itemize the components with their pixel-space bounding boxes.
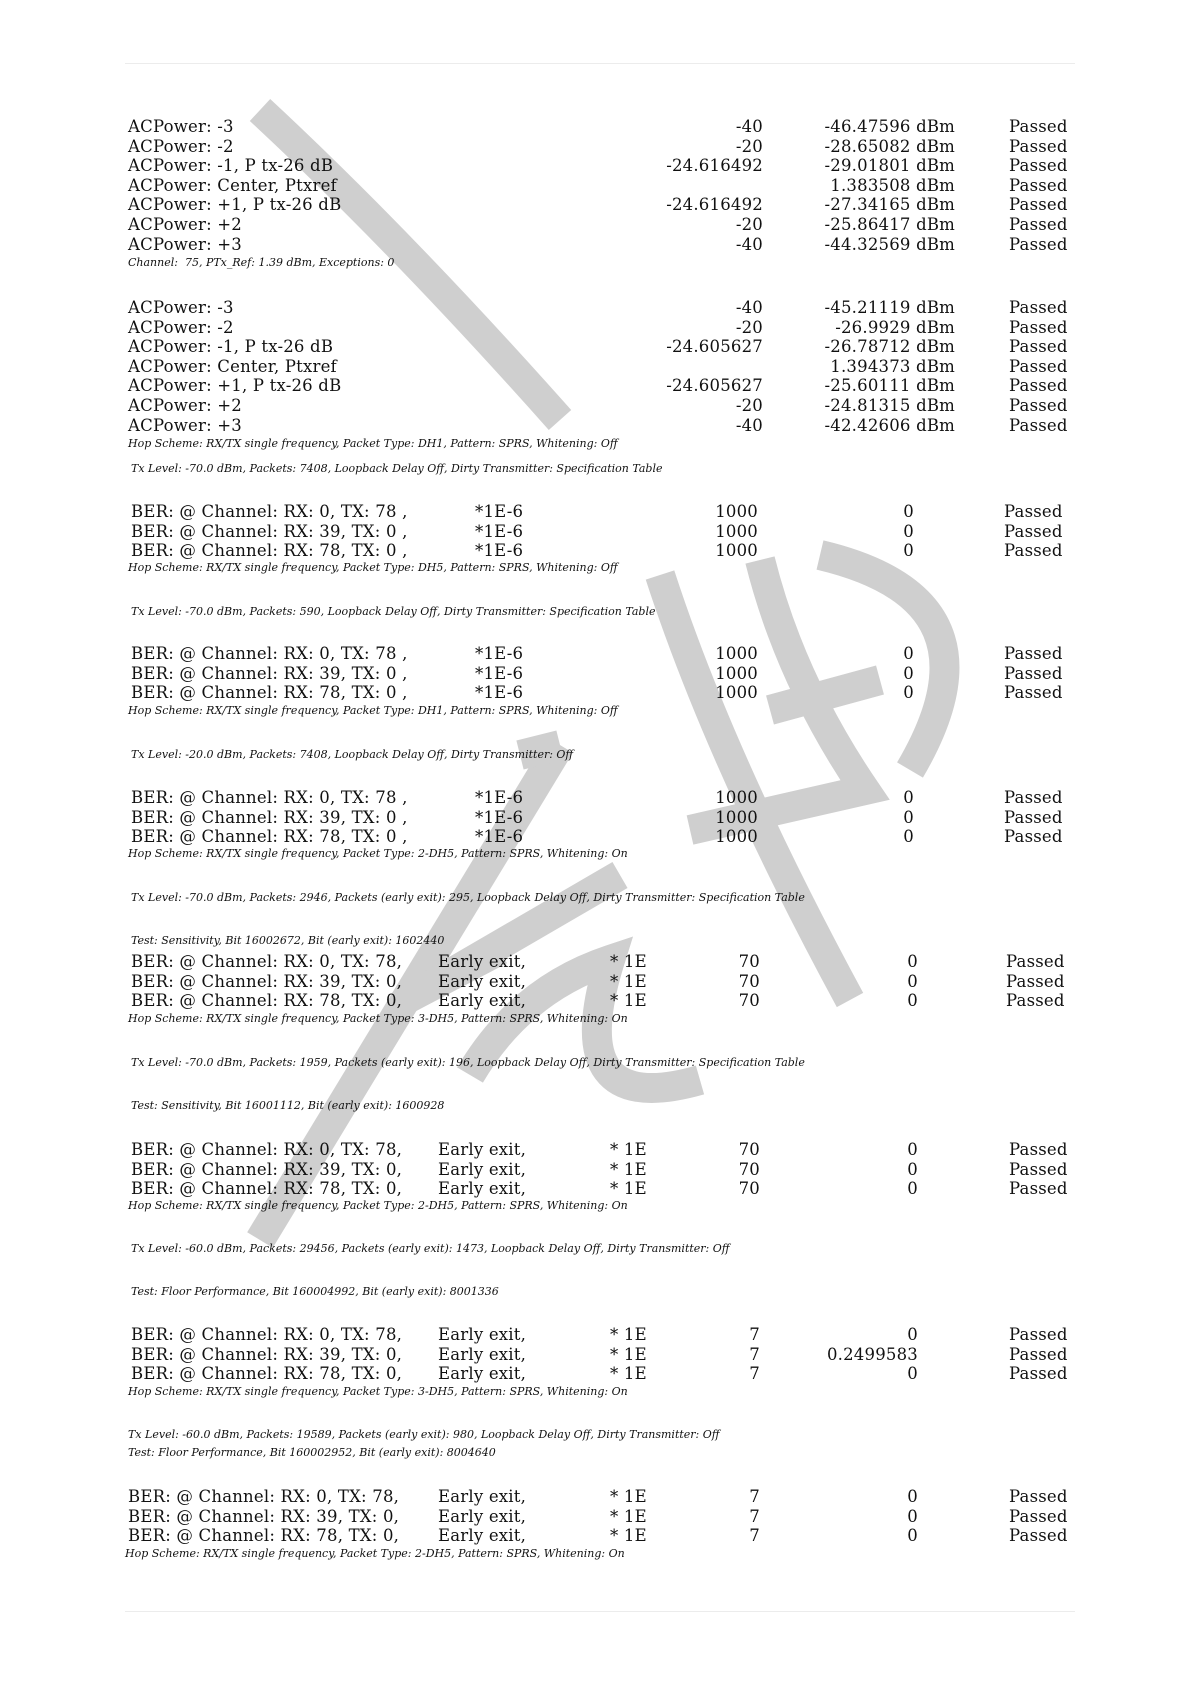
- acp-value: -27.34165 dBm: [824, 195, 955, 215]
- ber-value: 0: [907, 1179, 918, 1199]
- ber-early-exit: Early exit,: [438, 1487, 527, 1506]
- acp-value: -26.78712 dBm: [824, 337, 955, 357]
- ber-label: BER: @ Channel: RX: 0, TX: 78,: [131, 952, 403, 971]
- ber-multiplier: *1E-6: [475, 683, 524, 703]
- ber-status: Passed: [1006, 991, 1065, 1011]
- test-note: Test: Sensitivity, Bit 16002672, Bit (early exit): 1602440: [131, 934, 445, 947]
- ber-multiplier: * 1E: [610, 952, 647, 971]
- acp-status: Passed: [1009, 136, 1068, 156]
- test-note: Test: Floor Performance, Bit 160004992, Bit (early exit): 8001336: [131, 1285, 499, 1298]
- ber-row: [0, 808, 1191, 828]
- tx-level-note: Tx Level: -70.0 dBm, Packets: 2946, Packets (early exit): 295, Loopback Delay Off, Dirty Transmitter: Specification Table: [131, 891, 805, 904]
- acp-status: Passed: [1009, 215, 1068, 234]
- acp-value: -24.81315 dBm: [824, 396, 955, 415]
- acp-label: ACPower: +2: [128, 215, 243, 234]
- ber-status: Passed: [1009, 1325, 1068, 1344]
- ber-limit: 70: [738, 971, 760, 991]
- acp-label: ACPower: Center, Ptxref: [128, 356, 337, 376]
- acp-label: ACPower: +2: [128, 396, 243, 415]
- acp-limit: -40: [735, 415, 763, 435]
- ber-early-exit: Early exit,: [438, 1325, 527, 1344]
- ber-label: BER: @ Channel: RX: 39, TX: 0 ,: [131, 807, 408, 827]
- hop-scheme-note: Hop Scheme: RX/TX single frequency, Packet Type: 2-DH5, Pattern: SPRS, Whitening: On: [128, 847, 628, 860]
- ber-row: [0, 952, 1191, 972]
- ber-value: 0: [903, 788, 914, 807]
- ber-row: [0, 1507, 1191, 1527]
- ber-status: Passed: [1004, 807, 1063, 827]
- tx-level-note: Tx Level: -60.0 dBm, Packets: 29456, Packets (early exit): 1473, Loopback Delay Off, Dirty Transmitter: Off: [131, 1242, 730, 1255]
- ber-multiplier: *1E-6: [475, 502, 524, 521]
- ber-label: BER: @ Channel: RX: 39, TX: 0,: [131, 1159, 403, 1179]
- ber-value: 0.2499583: [826, 1344, 918, 1364]
- acp-status: Passed: [1009, 376, 1068, 396]
- ber-row: [0, 683, 1191, 703]
- ber-value: 0: [907, 1506, 918, 1526]
- acp-row: [0, 215, 1191, 235]
- acp-value: -25.86417 dBm: [824, 215, 955, 234]
- acp-limit: -20: [735, 396, 763, 415]
- ber-status: Passed: [1004, 521, 1063, 541]
- acp-label: ACPower: -2: [128, 317, 234, 337]
- acp-value: -29.01801 dBm: [824, 156, 955, 176]
- ber-status: Passed: [1006, 952, 1065, 971]
- ber-value: 0: [907, 1364, 918, 1384]
- acp-status: Passed: [1009, 298, 1068, 317]
- ber-multiplier: * 1E: [610, 1526, 647, 1546]
- acp-status: Passed: [1009, 156, 1068, 176]
- acp-limit: -20: [735, 136, 763, 156]
- ber-row: [0, 1179, 1191, 1199]
- acp-limit: -24.616492: [666, 156, 763, 176]
- tx-level-note: Tx Level: -70.0 dBm, Packets: 590, Loopback Delay Off, Dirty Transmitter: Specification Table: [131, 605, 656, 618]
- acp-limit: -20: [735, 317, 763, 337]
- ber-value: 0: [903, 663, 914, 683]
- acp-limit: -20: [735, 215, 763, 234]
- ber-status: Passed: [1009, 1344, 1068, 1364]
- ber-early-exit: Early exit,: [438, 991, 527, 1011]
- ber-label: BER: @ Channel: RX: 0, TX: 78 ,: [131, 502, 408, 521]
- acp-limit: -40: [735, 234, 763, 254]
- acp-label: ACPower: -1, P tx-26 dB: [128, 337, 334, 357]
- acp-value: 1.394373 dBm: [830, 356, 955, 376]
- ber-label: BER: @ Channel: RX: 0, TX: 78,: [131, 1325, 403, 1344]
- ber-limit: 7: [749, 1364, 760, 1384]
- ber-label: BER: @ Channel: RX: 78, TX: 0,: [128, 1526, 400, 1546]
- ber-early-exit: Early exit,: [438, 1506, 527, 1526]
- acp-row: [0, 235, 1191, 255]
- acp-row: [0, 357, 1191, 377]
- ber-multiplier: * 1E: [610, 991, 647, 1011]
- ber-label: BER: @ Channel: RX: 78, TX: 0 ,: [131, 827, 408, 847]
- ber-limit: 70: [738, 991, 760, 1011]
- ber-limit: 1000: [715, 683, 758, 703]
- ber-row: [0, 788, 1191, 808]
- ber-early-exit: Early exit,: [438, 971, 527, 991]
- acp-row: [0, 298, 1191, 318]
- ber-limit: 70: [738, 1140, 760, 1159]
- ber-label: BER: @ Channel: RX: 78, TX: 0,: [131, 991, 403, 1011]
- tx-level-note: Tx Level: -70.0 dBm, Packets: 7408, Loopback Delay Off, Dirty Transmitter: Specification Table: [131, 462, 663, 475]
- ber-early-exit: Early exit,: [438, 1179, 527, 1199]
- ber-row: [0, 1160, 1191, 1180]
- ber-value: 0: [907, 952, 918, 971]
- acp-value: -28.65082 dBm: [824, 136, 955, 156]
- ber-row: [0, 1364, 1191, 1384]
- ber-limit: 7: [749, 1487, 760, 1506]
- ber-multiplier: * 1E: [610, 1325, 647, 1344]
- ber-early-exit: Early exit,: [438, 1344, 527, 1364]
- acp-label: ACPower: -3: [128, 298, 234, 317]
- acp-value: 1.383508 dBm: [830, 175, 955, 195]
- ber-row: [0, 1345, 1191, 1365]
- ber-status: Passed: [1009, 1526, 1068, 1546]
- ber-status: Passed: [1009, 1179, 1068, 1199]
- acp-row: [0, 376, 1191, 396]
- ber-value: 0: [903, 644, 914, 663]
- ber-limit: 7: [749, 1325, 760, 1344]
- acp-status: Passed: [1009, 337, 1068, 357]
- acp-status: Passed: [1009, 175, 1068, 195]
- tx-level-note: Tx Level: -60.0 dBm, Packets: 19589, Packets (early exit): 980, Loopback Delay Off, Dirty Transmitter: Off: [128, 1428, 720, 1441]
- ber-status: Passed: [1004, 644, 1063, 663]
- section-note: Channel: 75, PTx_Ref: 1.39 dBm, Exceptions: 0: [128, 256, 395, 269]
- ber-early-exit: Early exit,: [438, 1526, 527, 1546]
- ber-row: [0, 664, 1191, 684]
- acp-limit: -24.605627: [666, 337, 763, 357]
- acp-row: [0, 117, 1191, 137]
- ber-label: BER: @ Channel: RX: 78, TX: 0,: [131, 1364, 403, 1384]
- ber-label: BER: @ Channel: RX: 39, TX: 0 ,: [131, 521, 408, 541]
- ber-value: 0: [903, 827, 914, 847]
- ber-limit: 1000: [715, 502, 758, 521]
- acp-status: Passed: [1009, 415, 1068, 435]
- ber-label: BER: @ Channel: RX: 78, TX: 0,: [131, 1179, 403, 1199]
- ber-multiplier: *1E-6: [475, 644, 524, 663]
- ber-value: 0: [903, 502, 914, 521]
- ber-row: [0, 502, 1191, 522]
- ber-status: Passed: [1004, 827, 1063, 847]
- ber-multiplier: *1E-6: [475, 788, 524, 807]
- section-note: Hop Scheme: RX/TX single frequency, Packet Type: DH1, Pattern: SPRS, Whitening: Off: [128, 437, 618, 450]
- ber-row: [0, 541, 1191, 561]
- ber-limit: 1000: [715, 788, 758, 807]
- hop-scheme-note: Hop Scheme: RX/TX single frequency, Packet Type: 2-DH5, Pattern: SPRS, Whitening: On: [128, 1199, 628, 1212]
- ber-multiplier: * 1E: [610, 1179, 647, 1199]
- ber-limit: 7: [749, 1526, 760, 1546]
- ber-status: Passed: [1004, 541, 1063, 561]
- ber-value: 0: [907, 1487, 918, 1506]
- ber-early-exit: Early exit,: [438, 952, 527, 971]
- ber-multiplier: * 1E: [610, 1344, 647, 1364]
- ber-value: 0: [903, 521, 914, 541]
- ber-multiplier: *1E-6: [475, 541, 524, 561]
- ber-status: Passed: [1004, 502, 1063, 521]
- ber-label: BER: @ Channel: RX: 78, TX: 0 ,: [131, 683, 408, 703]
- acp-status: Passed: [1009, 356, 1068, 376]
- acp-row: [0, 416, 1191, 436]
- ber-value: 0: [903, 807, 914, 827]
- acp-label: ACPower: -1, P tx-26 dB: [128, 156, 334, 176]
- ber-status: Passed: [1009, 1364, 1068, 1384]
- acp-value: -46.47596 dBm: [824, 117, 955, 136]
- ber-value: 0: [903, 541, 914, 561]
- acp-label: ACPower: -2: [128, 136, 234, 156]
- ber-row: [0, 972, 1191, 992]
- acp-value: -44.32569 dBm: [824, 234, 955, 254]
- ber-status: Passed: [1004, 788, 1063, 807]
- acp-row: [0, 318, 1191, 338]
- ber-multiplier: * 1E: [610, 1140, 647, 1159]
- ber-limit: 1000: [715, 827, 758, 847]
- ber-value: 0: [907, 1159, 918, 1179]
- ber-label: BER: @ Channel: RX: 0, TX: 78 ,: [131, 644, 408, 663]
- ber-row: [0, 1487, 1191, 1507]
- ber-early-exit: Early exit,: [438, 1364, 527, 1384]
- acp-status: Passed: [1009, 317, 1068, 337]
- ber-row: [0, 1325, 1191, 1345]
- ber-limit: 1000: [715, 644, 758, 663]
- ber-status: Passed: [1004, 663, 1063, 683]
- ber-limit: 7: [749, 1344, 760, 1364]
- ber-label: BER: @ Channel: RX: 39, TX: 0 ,: [131, 663, 408, 683]
- ber-limit: 70: [738, 1159, 760, 1179]
- ber-multiplier: *1E-6: [475, 521, 524, 541]
- ber-row: [0, 644, 1191, 664]
- acp-label: ACPower: +1, P tx-26 dB: [128, 376, 342, 396]
- ber-multiplier: * 1E: [610, 1364, 647, 1384]
- ber-value: 0: [907, 1526, 918, 1546]
- ber-limit: 1000: [715, 521, 758, 541]
- test-note: Test: Floor Performance, Bit 160002952, Bit (early exit): 8004640: [128, 1446, 496, 1459]
- ber-multiplier: * 1E: [610, 971, 647, 991]
- ber-status: Passed: [1009, 1506, 1068, 1526]
- ber-row: [0, 1140, 1191, 1160]
- ber-early-exit: Early exit,: [438, 1140, 527, 1159]
- acp-row: [0, 176, 1191, 196]
- ber-row: [0, 522, 1191, 542]
- ber-limit: 7: [749, 1506, 760, 1526]
- acp-limit: -40: [735, 298, 763, 317]
- ber-multiplier: *1E-6: [475, 807, 524, 827]
- tx-level-note: Tx Level: -20.0 dBm, Packets: 7408, Loopback Delay Off, Dirty Transmitter: Off: [131, 748, 574, 761]
- acp-label: ACPower: Center, Ptxref: [128, 175, 337, 195]
- test-note: Test: Sensitivity, Bit 16001112, Bit (early exit): 1600928: [131, 1099, 445, 1112]
- ber-limit: 70: [738, 952, 760, 971]
- hop-scheme-note: Hop Scheme: RX/TX single frequency, Packet Type: 3-DH5, Pattern: SPRS, Whitening: On: [128, 1385, 628, 1398]
- acp-limit: -40: [735, 117, 763, 136]
- ber-status: Passed: [1009, 1159, 1068, 1179]
- acp-row: [0, 137, 1191, 157]
- ber-limit: 1000: [715, 807, 758, 827]
- acp-value: -26.9929 dBm: [835, 317, 955, 337]
- acp-limit: -24.616492: [666, 195, 763, 215]
- ber-row: [0, 827, 1191, 847]
- acp-row: [0, 337, 1191, 357]
- ber-multiplier: *1E-6: [475, 827, 524, 847]
- acp-row: [0, 396, 1191, 416]
- ber-label: BER: @ Channel: RX: 78, TX: 0 ,: [131, 541, 408, 561]
- ber-limit: 70: [738, 1179, 760, 1199]
- ber-multiplier: *1E-6: [475, 663, 524, 683]
- ber-multiplier: * 1E: [610, 1506, 647, 1526]
- acp-status: Passed: [1009, 396, 1068, 415]
- acp-value: -45.21119 dBm: [824, 298, 955, 317]
- ber-value: 0: [907, 1325, 918, 1344]
- acp-label: ACPower: +3: [128, 415, 243, 435]
- acp-value: -25.60111 dBm: [824, 376, 955, 396]
- ber-early-exit: Early exit,: [438, 1159, 527, 1179]
- acp-status: Passed: [1009, 117, 1068, 136]
- hop-scheme-note: Hop Scheme: RX/TX single frequency, Packet Type: DH1, Pattern: SPRS, Whitening: Off: [128, 704, 618, 717]
- tx-level-note: Tx Level: -70.0 dBm, Packets: 1959, Packets (early exit): 196, Loopback Delay Off, Dirty Transmitter: Specification Table: [131, 1056, 805, 1069]
- hop-scheme-note: Hop Scheme: RX/TX single frequency, Packet Type: DH5, Pattern: SPRS, Whitening: Off: [128, 561, 618, 574]
- acp-status: Passed: [1009, 234, 1068, 254]
- ber-status: Passed: [1004, 683, 1063, 703]
- ber-value: 0: [903, 683, 914, 703]
- acp-limit: -24.605627: [666, 376, 763, 396]
- ber-label: BER: @ Channel: RX: 0, TX: 78 ,: [131, 788, 408, 807]
- hop-scheme-note: Hop Scheme: RX/TX single frequency, Packet Type: 3-DH5, Pattern: SPRS, Whitening: On: [128, 1012, 628, 1025]
- ber-limit: 1000: [715, 663, 758, 683]
- acp-label: ACPower: +1, P tx-26 dB: [128, 195, 342, 215]
- acp-row: [0, 195, 1191, 215]
- ber-label: BER: @ Channel: RX: 39, TX: 0,: [128, 1506, 400, 1526]
- ber-limit: 1000: [715, 541, 758, 561]
- ber-row: [0, 1526, 1191, 1546]
- ber-status: Passed: [1006, 971, 1065, 991]
- ber-label: BER: @ Channel: RX: 0, TX: 78,: [131, 1140, 403, 1159]
- acp-label: ACPower: -3: [128, 117, 234, 136]
- ber-label: BER: @ Channel: RX: 39, TX: 0,: [131, 971, 403, 991]
- acp-status: Passed: [1009, 195, 1068, 215]
- ber-multiplier: * 1E: [610, 1487, 647, 1506]
- ber-label: BER: @ Channel: RX: 39, TX: 0,: [131, 1344, 403, 1364]
- ber-multiplier: * 1E: [610, 1159, 647, 1179]
- acp-row: [0, 156, 1191, 176]
- ber-value: 0: [907, 971, 918, 991]
- ber-value: 0: [907, 991, 918, 1011]
- ber-value: 0: [907, 1140, 918, 1159]
- acp-label: ACPower: +3: [128, 234, 243, 254]
- ber-status: Passed: [1009, 1140, 1068, 1159]
- hop-scheme-note: Hop Scheme: RX/TX single frequency, Packet Type: 2-DH5, Pattern: SPRS, Whitening: On: [125, 1547, 625, 1560]
- acp-value: -42.42606 dBm: [824, 415, 955, 435]
- ber-status: Passed: [1009, 1487, 1068, 1506]
- ber-label: BER: @ Channel: RX: 0, TX: 78,: [128, 1487, 400, 1506]
- ber-row: [0, 991, 1191, 1011]
